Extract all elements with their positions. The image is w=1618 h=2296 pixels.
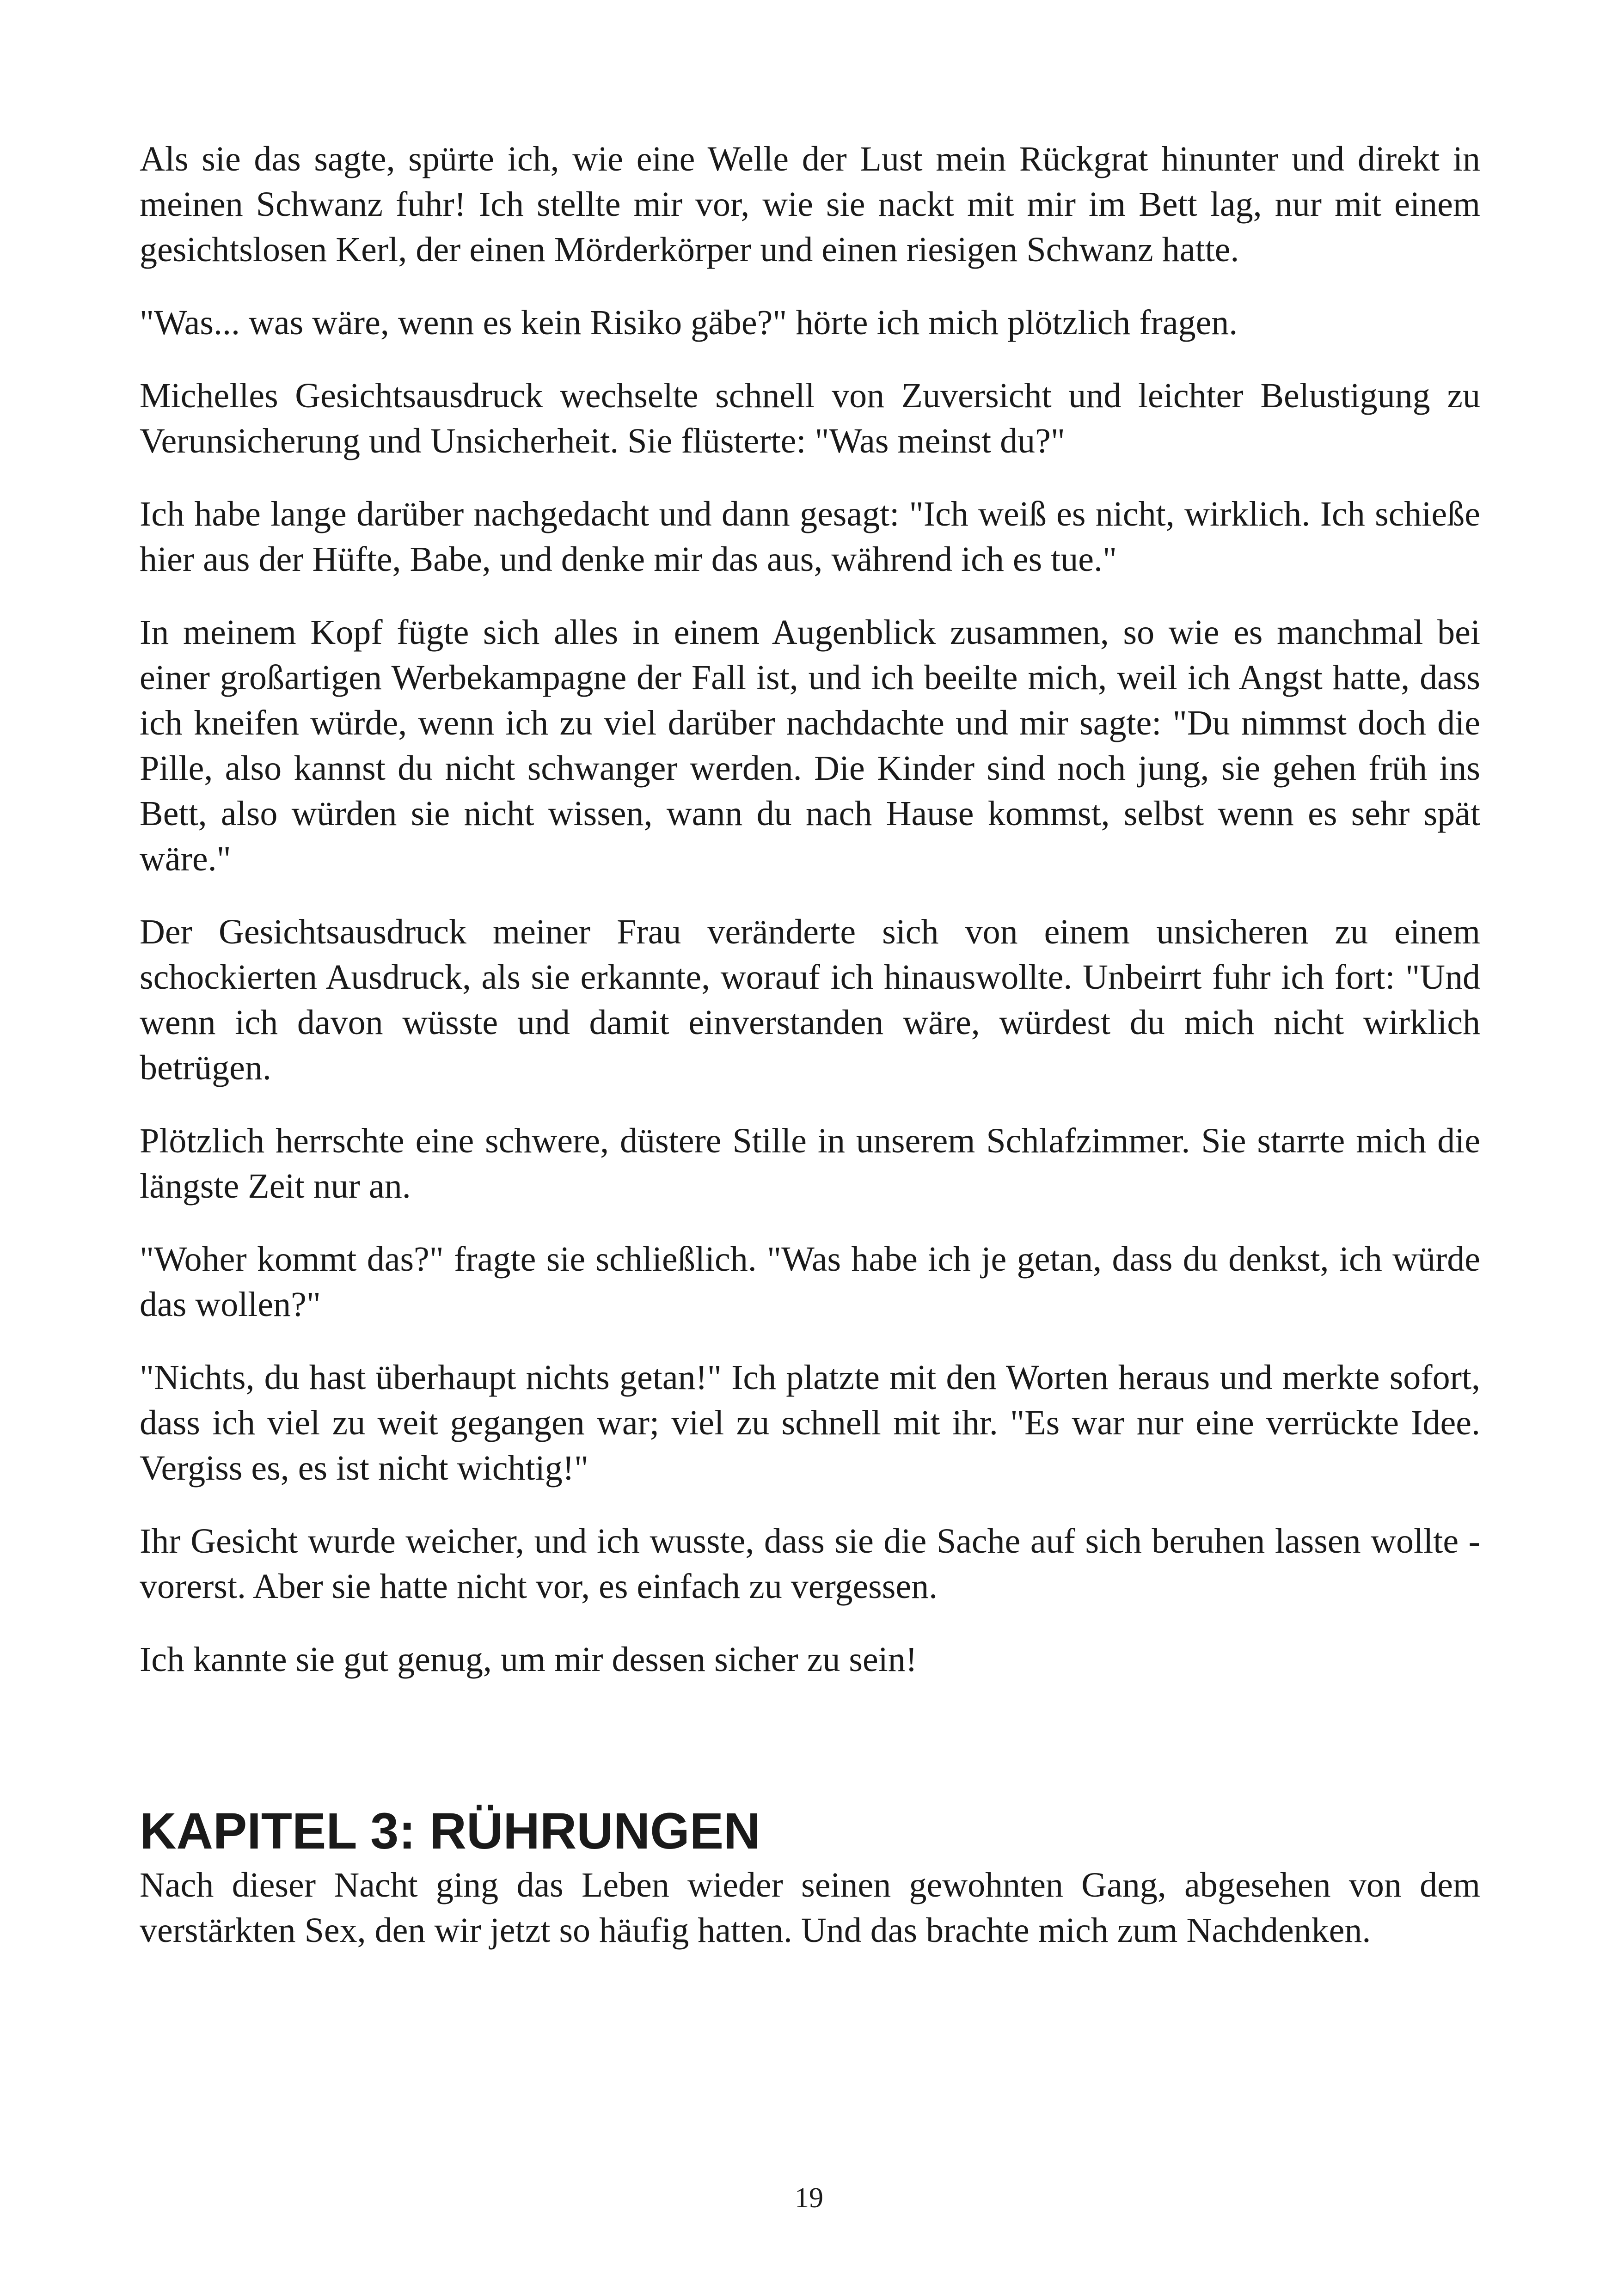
paragraph-5: In meinem Kopf fügte sich alles in einem Augenblick zusammen, so wie es manchmal bei einer großartigen Werbekampagne der Fall ist, und ich beeilte mich, weil ich Angst hatte, dass ich kneifen würde, wenn ich zu viel darüber nachdachte und mir sagte: "Du nimmst doch die Pille, also kannst du nicht schwanger werden. Die Kinder sind noch jung, sie gehen früh ins Bett, also würden sie nicht wissen, wann du nach Hause kommst, selbst wenn es sehr spät wäre."	[140, 613, 1480, 878]
chapter-heading: KAPITEL 3: RÜHRUNGEN	[140, 1803, 760, 1860]
paragraph-3: Michelles Gesichtsausdruck wechselte schnell von Zuversicht und leichter Belustigung zu Verunsicherung und Unsicherheit. Sie flüsterte: "Was meinst du?"	[140, 376, 1480, 460]
text-column	[140, 136, 1480, 1953]
paragraph-1: Als sie das sagte, spürte ich, wie eine Welle der Lust mein Rückgrat hinunter und direkt in meinen Schwanz fuhr! Ich stellte mir vor, wie sie nackt mit mir im Bett lag, nur mit einem gesichtslosen Kerl, der einen Mörderkörper und einen riesigen Schwanz hatte.	[140, 140, 1480, 269]
chapter-paragraph: Nach dieser Nacht ging das Leben wieder seinen gewohnten Gang, abgesehen von dem verstärkten Sex, den wir jetzt so häufig hatten. Und das brachte mich zum Nachdenken.	[140, 1866, 1480, 1950]
paragraph-8: "Woher kommt das?" fragte sie schließlich. "Was habe ich je getan, dass du denkst, ich würde das wollen?"	[140, 1240, 1480, 1324]
paragraph-7: Plötzlich herrschte eine schwere, düstere Stille in unserem Schlafzimmer. Sie starrte mich die längste Zeit nur an.	[140, 1121, 1480, 1206]
paragraph-6: Der Gesichtsausdruck meiner Frau veränderte sich von einem unsicheren zu einem schockierten Ausdruck, als sie erkannte, worauf ich hinauswollte. Unbeirrt fuhr ich fort: "Und wenn ich davon wüsste und damit einverstanden wäre, würdest du mich nicht wirklich betrügen.	[140, 912, 1480, 1087]
paragraph-9: "Nichts, du hast überhaupt nichts getan!" Ich platzte mit den Worten heraus und merkte sofort, dass ich viel zu weit gegangen war; viel zu schnell mit ihr. "Es war nur eine verrückte Idee. Vergiss es, es ist nicht wichtig!"	[140, 1358, 1480, 1488]
page-number: 19	[795, 2182, 823, 2214]
paragraph-10: Ihr Gesicht wurde weicher, und ich wusste, dass sie die Sache auf sich beruhen lassen wollte - vorerst. Aber sie hatte nicht vor, es einfach zu vergessen.	[140, 1522, 1480, 1606]
paragraph-4: Ich habe lange darüber nachgedacht und dann gesagt: "Ich weiß es nicht, wirklich. Ich schieße hier aus der Hüfte, Babe, und denke mir das aus, während ich es tue."	[140, 495, 1480, 579]
paragraph-2: "Was... was wäre, wenn es kein Risiko gäbe?" hörte ich mich plötzlich fragen.	[140, 303, 1238, 342]
paragraph-11: Ich kannte sie gut genug, um mir dessen sicher zu sein!	[140, 1640, 918, 1679]
